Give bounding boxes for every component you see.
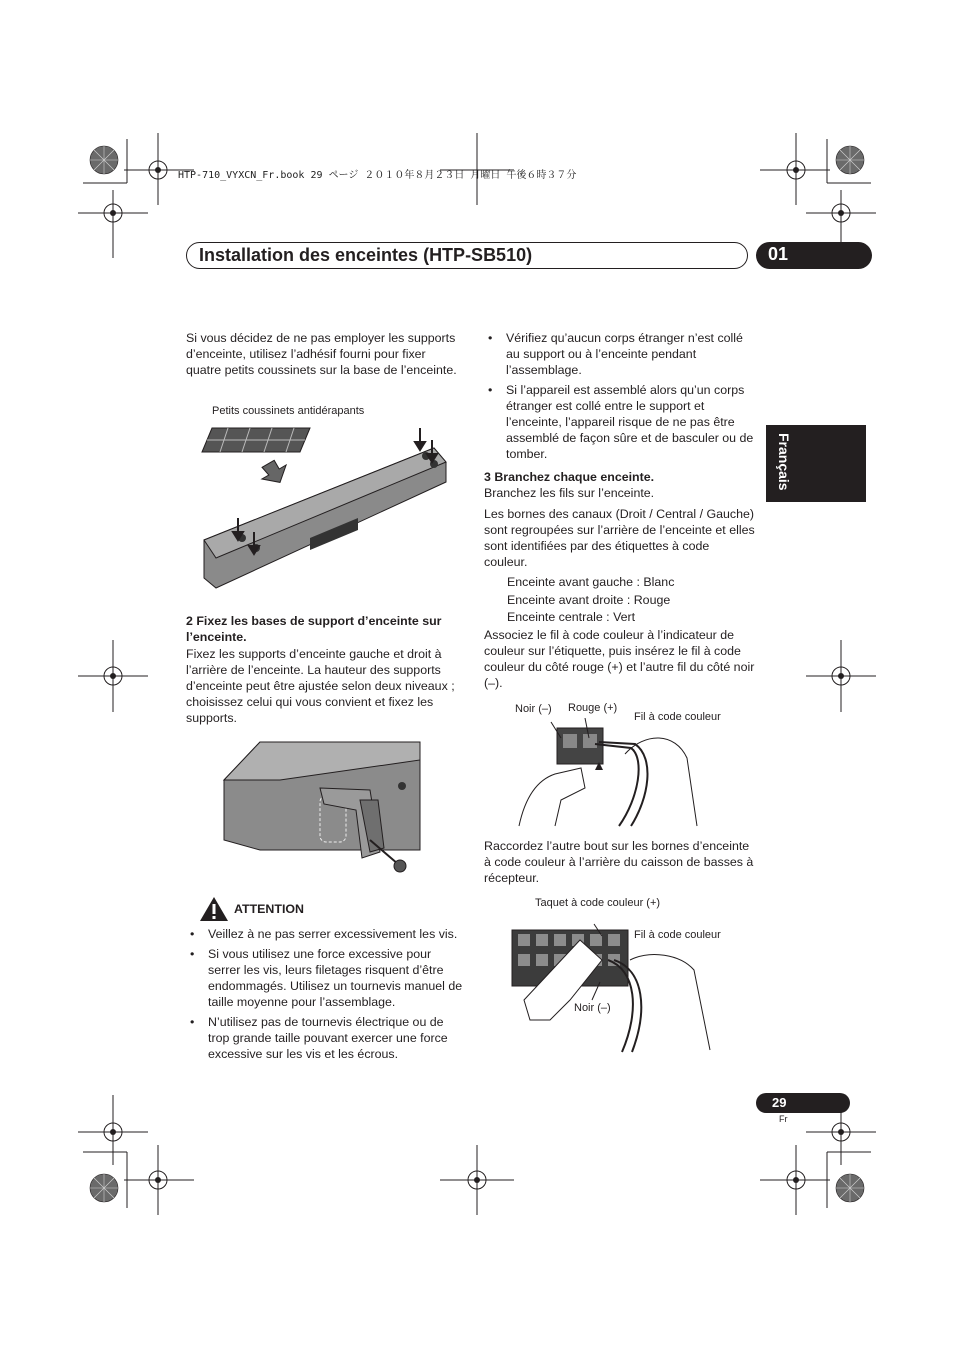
language-tab [766, 425, 866, 502]
page-number-tab [756, 1093, 850, 1113]
precaution-list [486, 330, 758, 466]
attention-item: • Si vous utilisez une force excessive pour serrer les vis, leurs filetages risquent d’être endommagés. Utilisez un tournevis manuel de taille moyenne pour l’assemblage. [188, 946, 466, 1010]
associate-paragraph: Associez le fil à code couleur à l’indicateur de couleur sur l’étiquette, puis insérez le fil à code couleur du côté rouge (+) et l’autre fil du côté noir (–). [484, 628, 755, 690]
label-fil-2: Fil à code couleur [634, 929, 721, 941]
attention-label: ATTENTION [234, 902, 304, 916]
label-taquet: Taquet à code couleur (+) [535, 897, 661, 909]
color-left: Enceinte avant gauche : Blanc [507, 575, 675, 589]
page-language: Fr [779, 1114, 788, 1124]
chapter-number: 01 [768, 244, 789, 264]
step-3-title: 3 Branchez chaque enceinte. [484, 470, 655, 484]
attention-list [188, 926, 466, 1066]
warning-icon [199, 896, 229, 922]
step-2-title: 2 Fixez les bases de support d’enceinte sur l’enceinte. [186, 614, 442, 644]
speaker-pads-illustration [198, 420, 460, 600]
figure-caption-pads: Petits coussinets antidérapants [212, 405, 365, 417]
page-number: 29 [772, 1095, 787, 1110]
color-right: Enceinte avant droite : Rouge [507, 593, 671, 607]
book-file-line: HTP-710_VYXCN_Fr.book 29 ページ ２０１０年８月２３日 月曜日 午後６時３７分 [178, 170, 577, 181]
label-fil: Fil à code couleur [634, 711, 721, 723]
bracket-illustration [220, 740, 425, 880]
terminals-paragraph: Les bornes des canaux (Droit / Central / Gauche) sont regroupées sur l’arrière de l’enceinte et elles sont identifiées par des étiquettes à code couleur. [484, 507, 755, 569]
precaution-item: • Vérifiez qu’aucun corps étranger n’est collé au support ou à l’enceinte pendant l’assemblage. [486, 330, 758, 378]
attention-item: • N’utilisez pas de tournevis électrique ou de trop grande taille pouvant exercer une force excessive sur les vis et les écrous. [188, 1014, 466, 1062]
language-label: Français [776, 433, 792, 491]
precaution-item: • Si l’appareil est assemblé alors qu’un corps étranger est collé entre le support et l’enceinte, l’appareil risque de ne pas être assemblé de façon sûre et de basculer ou de tomber. [486, 382, 758, 462]
attention-item: • Veillez à ne pas serrer excessivement les vis. [188, 926, 466, 942]
chapter-title-bar [186, 242, 748, 269]
wire-connection-illustration [515, 718, 700, 830]
chapter-number-tab [756, 242, 872, 269]
color-center: Enceinte centrale : Vert [507, 610, 636, 624]
label-noir: Noir (–) [515, 703, 552, 715]
intro-paragraph: Si vous décidez de ne pas employer les supports d’enceinte, utilisez l’adhésif fourni pour fixer quatre petits coussinets sur la base de l’enceinte. [186, 331, 457, 377]
subwoofer-terminal-illustration [510, 920, 715, 1056]
label-noir-2: Noir (–) [574, 1002, 611, 1014]
label-rouge: Rouge (+) [568, 702, 618, 714]
step-2-text: Fixez les supports d’enceinte gauche et droit à l’arrière de l’enceinte. La hauteur des supports d’enceinte peut être ajustée selon deux niveaux ; choisissez celui qui vous convient et fixez les supports. [186, 647, 455, 725]
step-3-text: Branchez les fils sur l’enceinte. [484, 486, 655, 500]
connect-paragraph: Raccordez l’autre bout sur les bornes d’enceinte à code couleur à l’arrière du caisson de basses à récepteur. [484, 839, 754, 885]
page-title: Installation des enceintes (HTP-SB510) [199, 245, 533, 265]
